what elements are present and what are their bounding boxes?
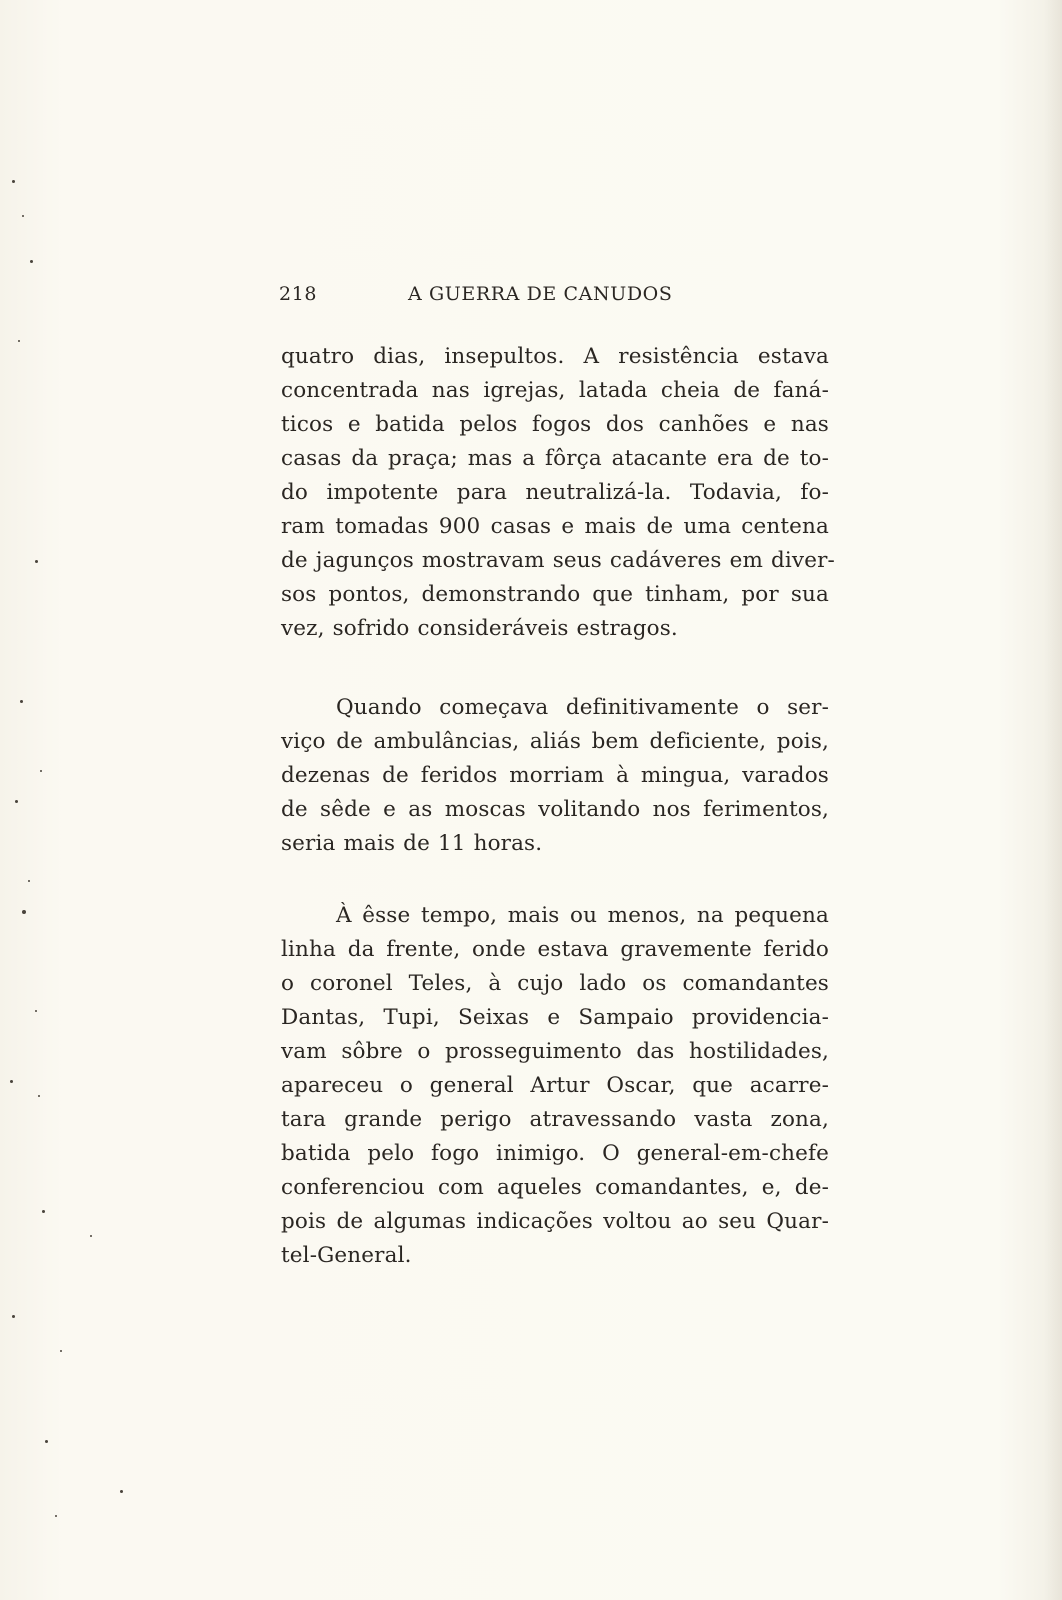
paragraph-1-line: casas da praça; mas a fôrça atacante era de to- — [281, 446, 829, 471]
paragraph-2-line: de sêde e as moscas volitando nos ferimentos, — [281, 797, 829, 822]
paragraph-3-line: Dantas, Tupi, Seixas e Sampaio providencia- — [281, 1005, 829, 1030]
paragraph-1-line: quatro dias, insepultos. A resistência estava — [281, 344, 829, 369]
paragraph-1-line: concentrada nas igrejas, latada cheia de faná- — [281, 378, 829, 403]
paragraph-1-line: vez, sofrido consideráveis estragos. — [281, 616, 678, 641]
paragraph-1-line: de jagunços mostravam seus cadáveres em diver- — [281, 548, 835, 573]
paragraph-2-line: seria mais de 11 horas. — [281, 831, 543, 856]
paragraph-3-line: tara grande perigo atravessando vasta zona, — [281, 1107, 829, 1132]
running-title: A GUERRA DE CANUDOS — [408, 283, 673, 305]
paragraph-1-line: sos pontos, demonstrando que tinham, por sua — [281, 582, 829, 607]
paragraph-3-line: À êsse tempo, mais ou menos, na pequena — [336, 903, 829, 928]
page-edge-shadow — [1044, 0, 1062, 1600]
paragraph-3-line: vam sôbre o prosseguimento das hostilidades, — [281, 1039, 829, 1064]
paragraph-3-line: batida pelo fogo inimigo. O general-em-chefe — [281, 1141, 829, 1166]
paragraph-3-line: tel-General. — [281, 1243, 412, 1268]
paragraph-2-line: viço de ambulâncias, aliás bem deficiente, pois, — [281, 729, 829, 754]
paragraph-1-line: ticos e batida pelos fogos dos canhões e nas — [281, 412, 829, 437]
paragraph-3-line: conferenciou com aqueles comandantes, e, de- — [281, 1175, 829, 1200]
paragraph-1-line: do impotente para neutralizá-la. Todavia, fo- — [281, 480, 829, 505]
paragraph-3-line: pois de algumas indicações voltou ao seu Quar- — [281, 1209, 829, 1234]
paragraph-2-line: Quando começava definitivamente o ser- — [336, 695, 829, 720]
paragraph-3-line: o coronel Teles, à cujo lado os comandantes — [281, 971, 829, 996]
paragraph-1-line: ram tomadas 900 casas e mais de uma centena — [281, 514, 829, 539]
running-header — [279, 283, 839, 311]
paragraph-3-line: apareceu o general Artur Oscar, que acarre- — [281, 1073, 829, 1098]
paragraph-3-line: linha da frente, onde estava gravemente ferido — [281, 937, 829, 962]
page-number: 218 — [279, 283, 318, 305]
paragraph-2-line: dezenas de feridos morriam à mingua, varados — [281, 763, 829, 788]
